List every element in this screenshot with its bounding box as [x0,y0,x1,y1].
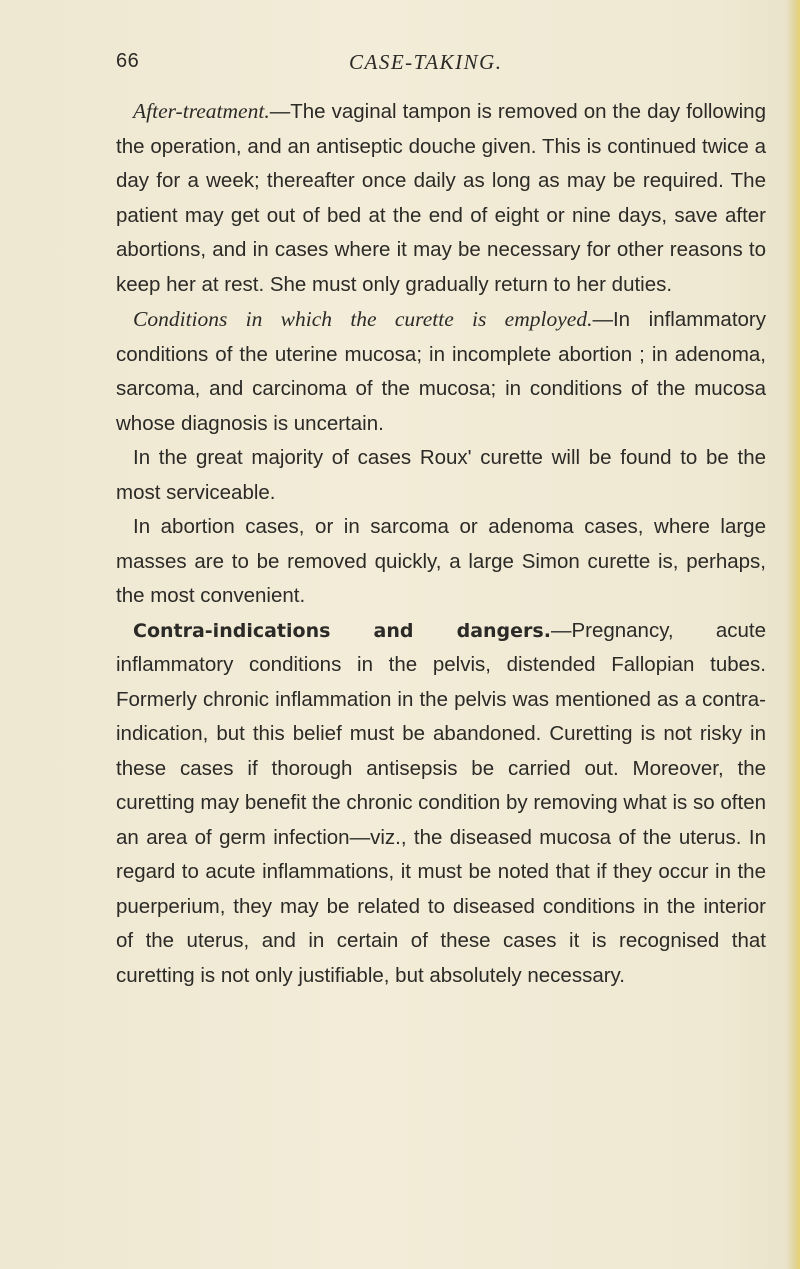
paragraph-conditions [116,302,766,441]
paragraph-body: —Pregnancy, acute inflammatory conditions in the pelvis, distended Fallopian tubes. Formerly chronic inflammation in the pelvis was mentioned as a contra-indication, but this belief must be abandoned. Curetting is not risky in these cases if thorough antisepsis be carried out. Moreover, the curetting may benefit the chronic condition by removing what is so often an area of germ infection—viz., the diseased mucosa of the uterus. In regard to acute inflammations, it must be noted that if they occur in the puerperium, they may be related to diseased conditions in the interior of the uterus, and in certain of these cases it is recognised that curetting is not only justifiable, but absolutely necessary. [116,618,766,987]
running-head: CASE-TAKING. [349,50,503,74]
paragraph-after-treatment [116,94,766,302]
page-header [116,50,766,80]
paragraph-contra-indications [116,614,766,994]
page-number: 66 [116,50,140,72]
section-heading: Contra-indications and dangers. [133,619,551,642]
section-heading: After-treatment. [133,99,270,123]
paragraph-body: In the great majority of cases Roux' curette will be found to be the most serviceable. [116,446,766,504]
section-heading: Conditions in which the curette is employed. [133,307,593,331]
body-text [116,94,766,993]
page-edge [786,0,800,1269]
paragraph-body: —The vaginal tampon is removed on the day following the operation, and an antiseptic douche given. This is continued twice a day for a week; thereafter once daily as long as may be required. The patient may get out of bed at the end of eight or nine days, save after abortions, and in cases where it may be necessary for other reasons to keep her at rest. She must only gradually return to her duties. [116,100,766,296]
paragraph-body: —In inflammatory conditions of the uterine mucosa; in incomplete abortion ; in adenoma, sarcoma, and carcinoma of the mucosa; in conditions of the mucosa whose diagnosis is uncertain. [116,308,766,435]
paragraph-simon-curette [116,510,766,614]
paragraph-body: In abortion cases, or in sarcoma or adenoma cases, where large masses are to be removed quickly, a large Simon curette is, perhaps, the most convenient. [116,515,766,607]
paragraph-roux-curette [116,441,766,510]
